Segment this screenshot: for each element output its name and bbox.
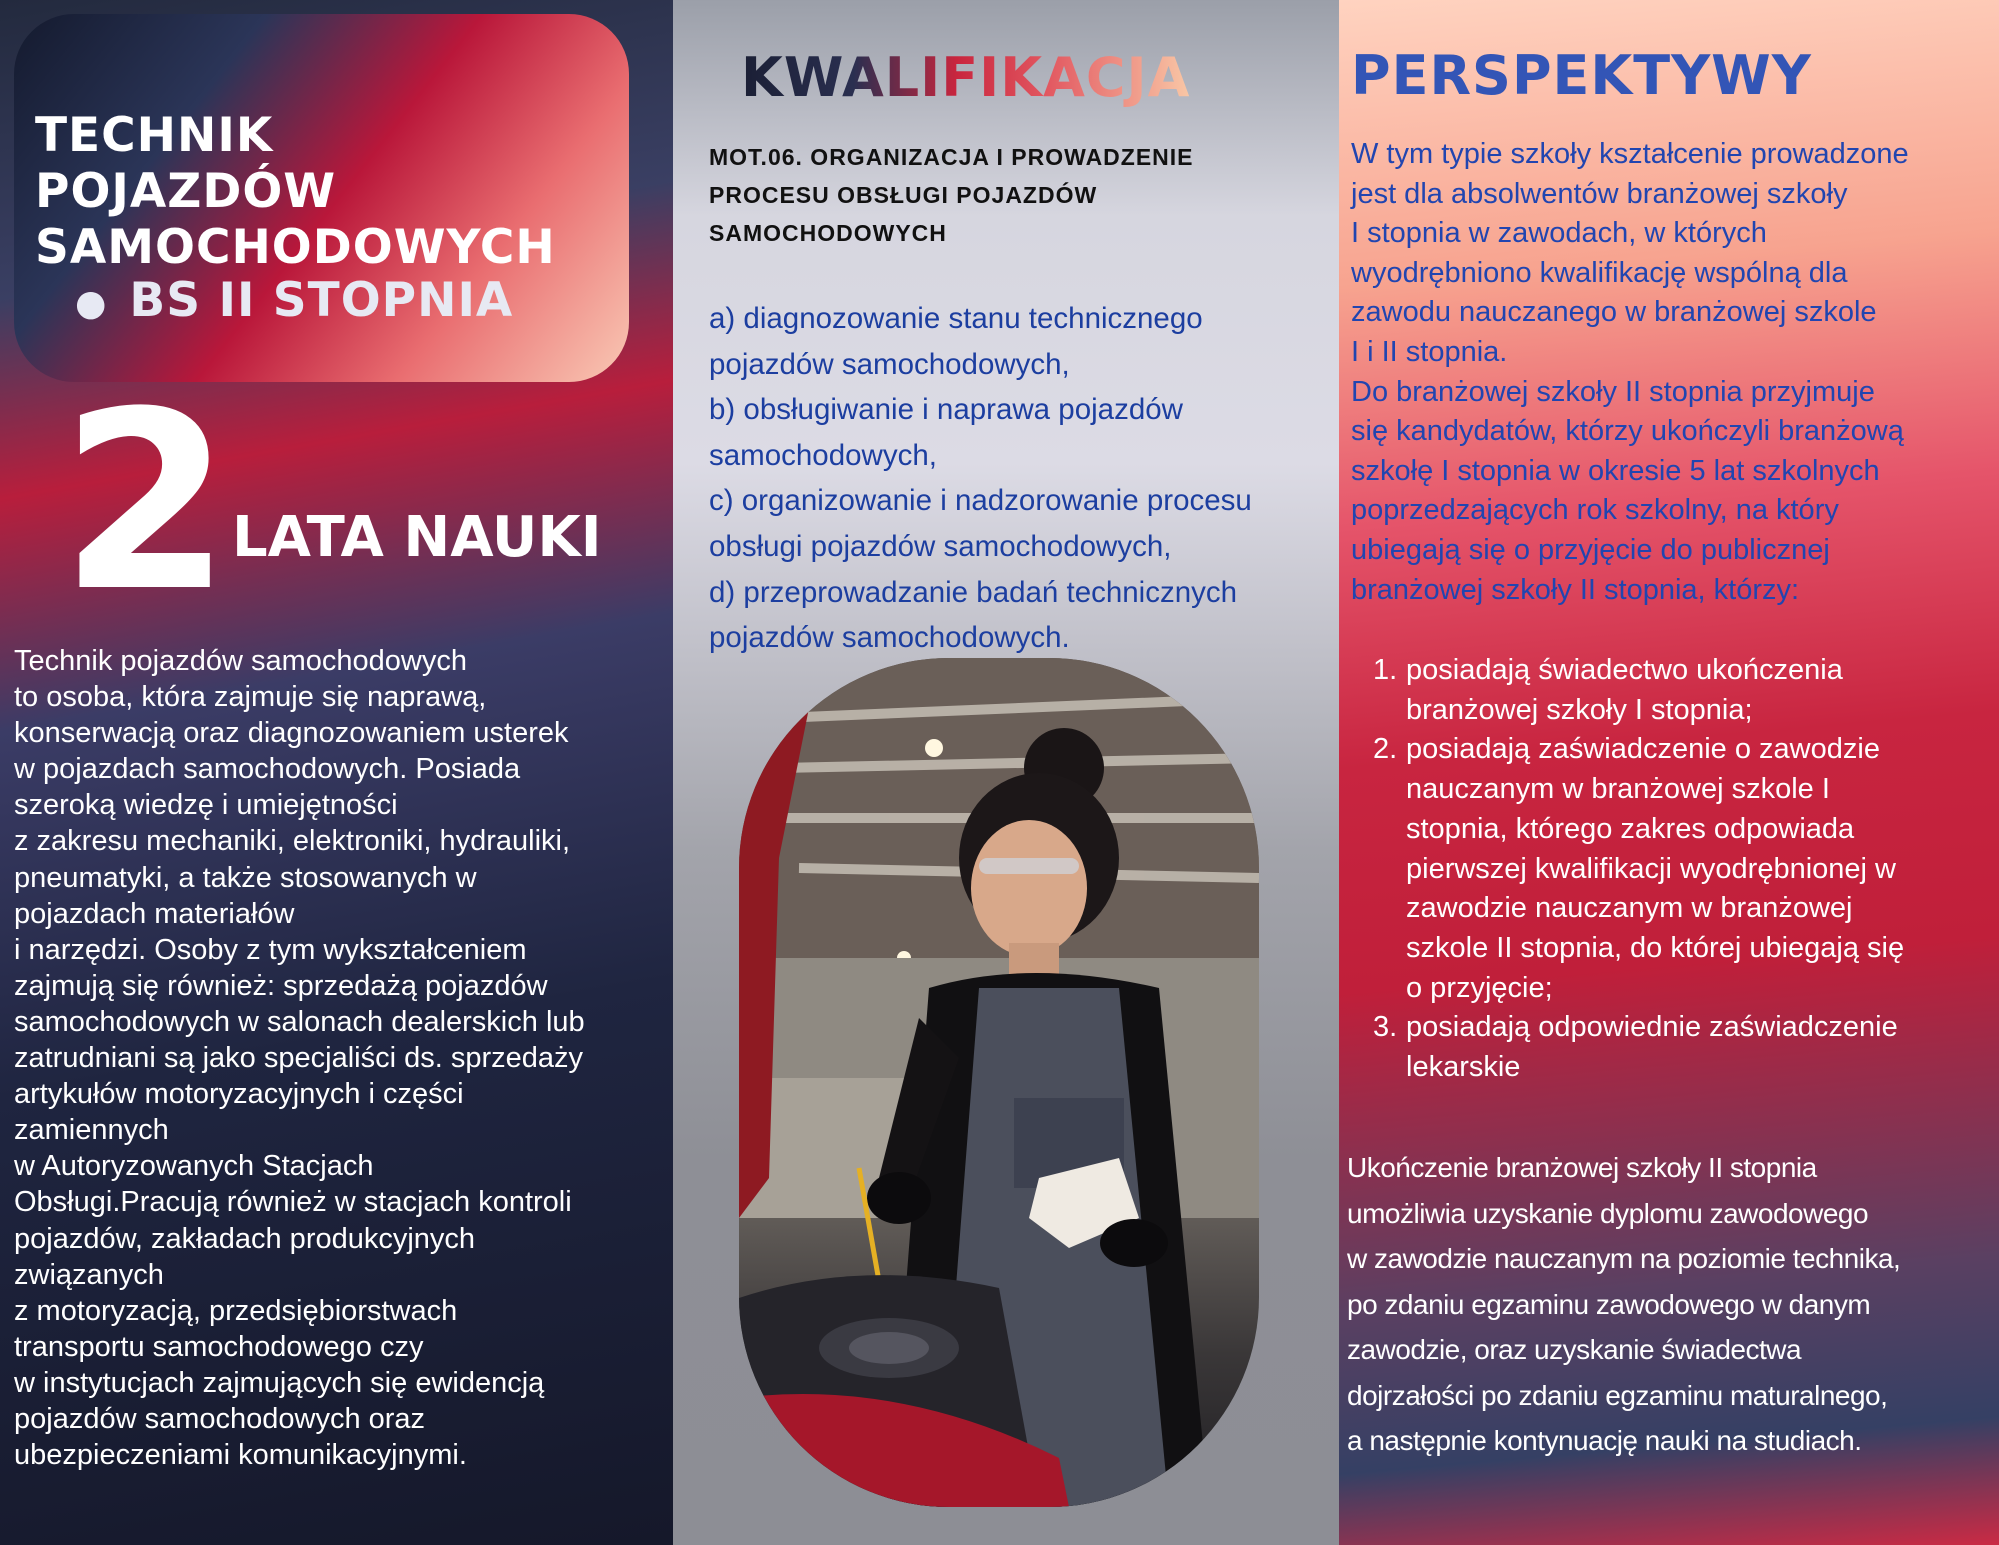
description-line: zamiennych [14,1114,169,1147]
list-number: 3. [1373,1011,1398,1044]
description-line: zajmują się również: sprzedażą pojazdów [14,969,548,1002]
list-item: a) diagnozowanie stanu technicznego [709,302,1203,335]
page-title [35,108,556,276]
text-line: nauczanym w branżowej szkole I [1406,773,1830,806]
intro-line: szkołę I stopnia w okresie 5 lat szkolnych [1351,454,1880,487]
text-line: o przyjęcie; [1406,971,1553,1004]
perspectives-intro [1351,135,1980,610]
text-line: posiadają odpowiednie zaświadczenie [1406,1011,1898,1044]
outro-line: w zawodzie nauczanym na poziomie technika, [1347,1243,1901,1274]
middle-panel [673,0,1339,1545]
qualification-list [709,296,1337,661]
mechanic-photo [739,658,1259,1507]
description-line: Obsługi.Pracują również w stacjach kontroli [14,1186,572,1219]
text-line: posiadają zaświadczenie o zawodzie [1406,733,1880,766]
qualification-code [709,138,1329,252]
profession-description [14,643,664,1473]
description-line: to osoba, która zajmuje się naprawą, [14,681,487,714]
description-line: konserwacją oraz diagnozowaniem usterek [14,717,569,750]
text-line: lekarskie [1406,1051,1521,1084]
perspectives-outro [1347,1145,1990,1464]
right-panel [1339,0,1999,1545]
list-item: samochodowych, [709,438,937,472]
outro-line: dojrzałości po zdaniu egzaminu maturalnego, [1347,1379,1888,1411]
left-panel [0,0,673,1545]
description-line: z motoryzacją, przedsiębiorstwach [14,1294,458,1327]
description-line: związanych [14,1258,164,1291]
perspectives-heading: PERSPEKTYWY [1351,44,1812,107]
description-line: pojazdach materiałów [14,897,295,930]
description-line: szeroką wiedzę i umiejętności [14,789,398,822]
years-number: 2 [60,360,224,646]
list-item [1373,730,1980,1008]
description-line: pneumatyki, a także stosowanych w [14,861,477,894]
list-item: d) przeprowadzanie badań technicznych [709,575,1238,609]
list-text [1406,651,1980,730]
list-item [1373,1008,1980,1087]
qualification-heading: KWALIFIKACJA [741,46,1191,109]
text-line: szkole II stopnia, do której ubiegają się [1406,931,1905,964]
intro-line: poprzedzających rok szkolny, na który [1351,494,1839,527]
text-line: pierwszej kwalifikacji wyodrębnionej w [1406,852,1896,885]
intro-line: jest dla absolwentów branżowej szkoły [1351,177,1848,210]
code-line: PROCESU OBSŁUGI POJAZDÓW [709,182,1098,208]
outro-line: Ukończenie branżowej szkoły II stopnia [1347,1152,1817,1183]
intro-line: W tym typie szkoły kształcenie prowadzone [1351,138,1909,170]
description-line: transportu samochodowego czy [14,1330,424,1363]
intro-line: się kandydatów, którzy ukończyli branżową [1351,415,1904,448]
list-item [1373,651,1980,730]
description-line: pojazdów samochodowych oraz [14,1402,426,1435]
description-line: w pojazdach samochodowych. Posiada [14,753,521,786]
description-line: i narzędzi. Osoby z tym wykształceniem [14,933,527,966]
outro-line: a następnie kontynuację nauki na studiach. [1347,1425,1862,1456]
outro-line: zawodzie, oraz uzyskanie świadectwa [1347,1334,1802,1365]
description-line: zatrudniani są jako specjaliści ds. sprzedaży [14,1042,583,1075]
description-line: artykułów motoryzacyjnych i części [14,1078,464,1111]
text-line: posiadają świadectwo ukończenia [1406,654,1843,686]
description-line: z zakresu mechaniki, elektroniki, hydrauliki, [14,825,571,858]
list-text [1406,730,1980,1008]
requirements-list [1373,651,1980,1088]
code-line: MOT.06. ORGANIZACJA I PROWADZENIE [709,144,1194,170]
text-line: zawodzie nauczanym w branżowej [1406,892,1853,925]
list-number: 2. [1373,733,1398,766]
title-line: TECHNIK [35,108,274,163]
list-item: c) organizowanie i nadzorowanie procesu [709,484,1252,518]
text-line: stopnia, którego zakres odpowiada [1406,812,1855,845]
subtitle-text: BS II STOPNIA [129,273,514,328]
intro-line: I stopnia w zawodach, w których [1351,217,1767,250]
intro-line: Do branżowej szkoły II stopnia przyjmuje [1351,375,1875,408]
mechanic-illustration [739,658,1259,1507]
list-item: b) obsługiwanie i naprawa pojazdów [709,393,1183,427]
outro-line: umożliwia uzyskanie dyplomu zawodowego [1347,1197,1869,1229]
list-item: pojazdów samochodowych. [709,621,1070,655]
intro-line: ubiegają się o przyjęcie do publicznej [1351,533,1830,566]
intro-line: I i II stopnia. [1351,335,1508,368]
intro-line: branżowej szkoły II stopnia, którzy: [1351,573,1800,606]
description-line: w Autoryzowanych Stacjach [14,1150,374,1183]
list-number: 1. [1373,654,1398,686]
intro-line: zawodu nauczanego w branżowej szkole [1351,296,1877,329]
outro-line: po zdaniu egzaminu zawodowego w danym [1347,1288,1871,1320]
code-line: SAMOCHODOWYCH [709,220,947,246]
description-line: ubezpieczeniami komunikacyjnymi. [14,1439,467,1472]
description-line: pojazdów, zakładach produkcyjnych [14,1222,476,1255]
school-level-subtitle [75,273,513,332]
intro-line: wyodrębniono kwalifikację wspólną dla [1351,256,1848,289]
title-line: POJAZDÓW [35,164,337,219]
description-line: w instytucjach zajmujących się ewidencją [14,1366,545,1399]
years-label: LATA NAUKI [232,505,602,570]
list-text [1406,1008,1980,1087]
description-line: Technik pojazdów samochodowych [14,645,467,677]
list-item: obsługi pojazdów samochodowych, [709,529,1172,563]
description-line: samochodowych w salonach dealerskich lub [14,1005,585,1038]
list-item: pojazdów samochodowych, [709,347,1070,381]
text-line: branżowej szkoły I stopnia; [1406,693,1753,726]
bullet-icon: ● [75,282,108,324]
title-line: SAMOCHODOWYCH [35,220,556,275]
